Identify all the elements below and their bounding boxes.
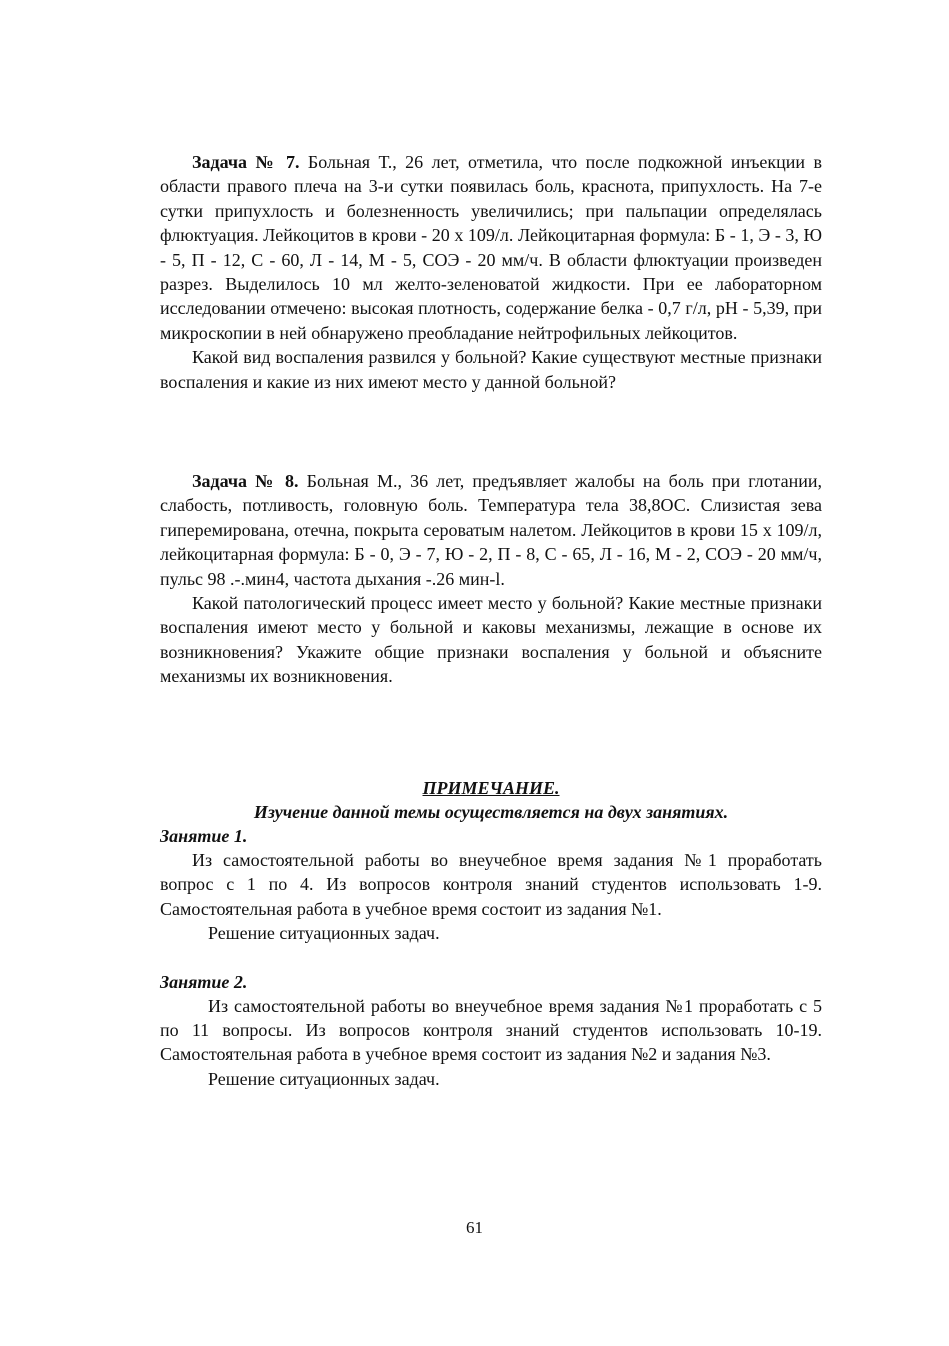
task-8-text: Больная М., 36 лет, предъявляет жалобы на боль при глотании, слабость, потливость, головную боль. Температура тела 38,8ОС. Слизистая зева гиперемирована, отечна, покрыта сероватым налетом. Лейкоцитов в крови 15 х 109/л, лейкоцитарная формула: Б - 0, Э - 7, Ю - 2, П - 8, С - 65, Л - 16, М - 2, СОЭ - 20 мм/ч, пульс 98 .-.мин4, частота дыхания -.26 мин-l.: [160, 471, 822, 589]
lesson-2-heading: Занятие 2.: [160, 971, 248, 992]
note-title: ПРИМЕЧАНИЕ.: [422, 778, 560, 798]
lesson-1-text: Из самостоятельной работы во внеучебное время задания №1 проработать вопрос с 1 по 4. Из вопросов контроля знаний студентов использовать 1-9. Самостоятельная работа в учебное время состоит из задания №1.: [160, 850, 822, 919]
task-8-paragraph: [160, 469, 822, 591]
task-7-question: Какой вид воспаления развился у больной? Какие существуют местные признаки воспаления и какие из них имеют место у данной больной?: [160, 347, 822, 392]
task-8-block: [160, 469, 822, 689]
lesson-1-solution: Решение ситуационных задач.: [208, 923, 440, 944]
task-8-question: Какой патологический процесс имеет место у больной? Какие местные признаки воспаления имеют место у больной и каковы механизмы, лежащие в основе их возникновения? Укажите общие признаки воспаления у больной и объясните механизмы их возникновения.: [160, 593, 822, 687]
task-7-text: Больная Т., 26 лет, отметила, что после подкожной инъекции в области правого плеча на 3-и сутки появилась боль, краснота, припухлость. На 7-е сутки припухлость и болезненность увеличились; при пальпации определялась флюктуация. Лейкоцитов в крови - 20 х 109/л. Лейкоцитарная формула: Б - 1, Э - 3, Ю - 5, П - 12, С - 60, Л - 14, М - 5, СОЭ - 20 мм/ч. В области флюктуации произведен разрез. Выделилось 10 мл желто-зеленоватой жидкости. При ее лабораторном исследовании отмечено: высокая плотность, содержание белка - 0,7 г/л, рН - 5,39, при микроскопии в ней обнаружено преобладание нейтрофильных лейкоцитов.: [160, 152, 822, 343]
note-subtitle: Изучение данной темы осуществляется на двух занятиях.: [253, 802, 729, 822]
task-7-label: Задача № 7.: [192, 152, 300, 172]
task-7-block: [160, 150, 822, 394]
lesson-2-solution: Решение ситуационных задач.: [208, 1068, 440, 1089]
lesson-1-heading: Занятие 1.: [160, 826, 248, 846]
task-8-label: Задача № 8.: [192, 471, 299, 491]
lesson-2-text: Из самостоятельной работы во внеучебное время задания №1 проработать с 5 по 11 вопросы. Из вопросов контроля знаний студентов использовать 10-19. Самостоятельная работа в учебное время состоит из задания №2 и задания №3.: [160, 995, 822, 1065]
page-number: 61: [466, 1218, 483, 1237]
note-block: [160, 776, 822, 1091]
task-7-paragraph: [160, 150, 822, 345]
